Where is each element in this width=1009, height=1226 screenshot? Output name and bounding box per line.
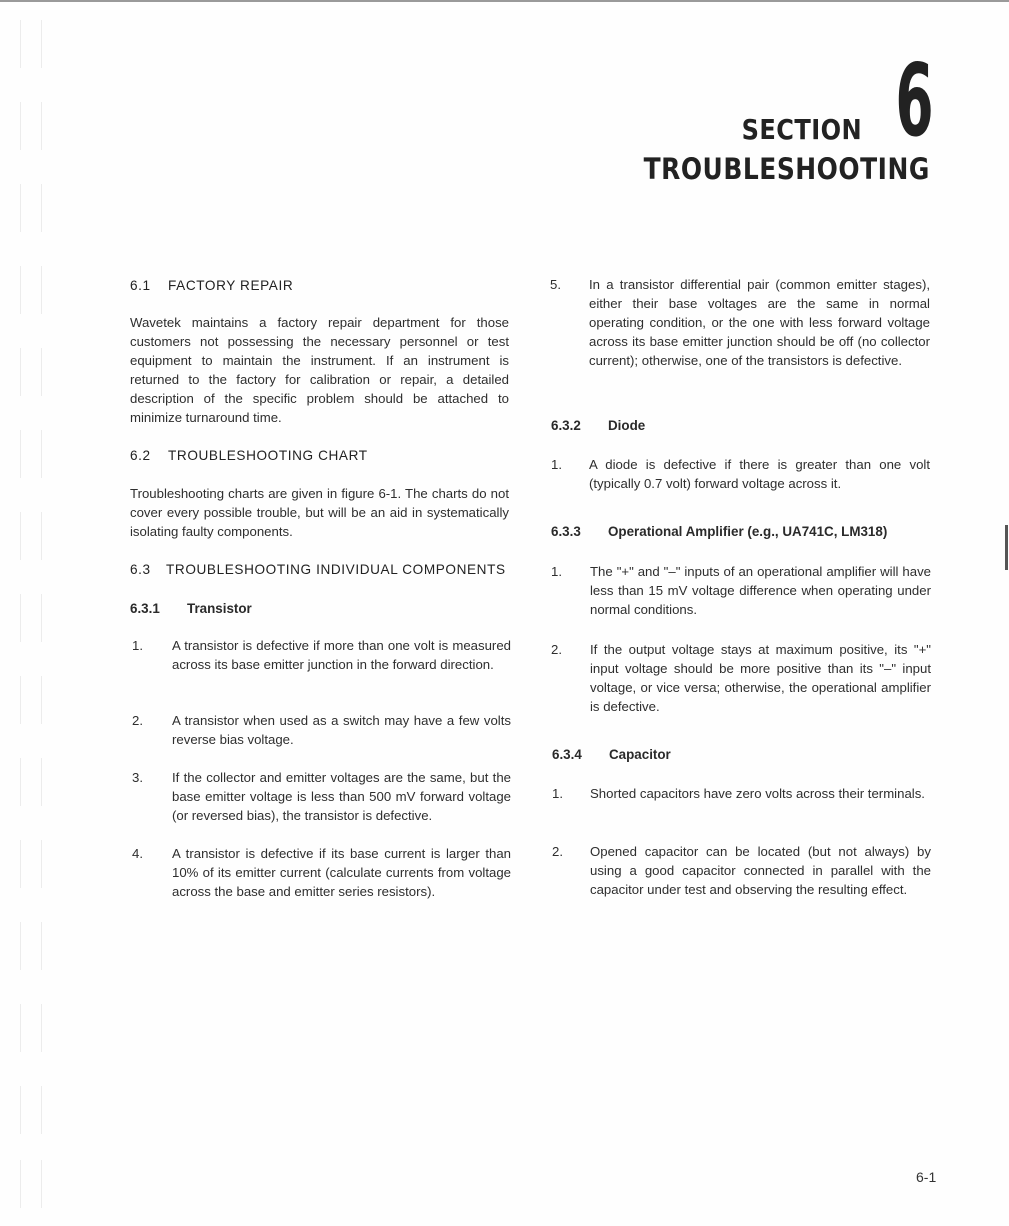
item-number: 1. <box>551 564 562 579</box>
paragraph-factory-repair: Wavetek maintains a factory repair department for those customers not possessing the necessary personnel or test equipment to maintain the instrument. If an instrument is returned to the factory for calibration or repair, a detailed description of the specific problem should be attached to minimize turnaround time. <box>130 315 509 425</box>
heading-number: 6.2 <box>130 448 151 463</box>
binding-hole <box>20 594 42 642</box>
item-text: The "+" and "–" inputs of an operational amplifier will have less than 15 mV voltage difference when operating under normal conditions. <box>590 564 931 617</box>
section-label: SECTION <box>741 113 863 146</box>
subheading-text: Diode <box>608 418 646 433</box>
paragraph-troubleshooting-chart: Troubleshooting charts are given in figure 6-1. The charts do not cover every possible trouble, but will be an aid in systematically isolating faulty components. <box>130 486 509 539</box>
item-number: 3. <box>132 770 143 785</box>
item-text: A transistor is defective if its base current is larger than 10% of its emitter current (calculate currents from voltage across the base and emitter series resistors). <box>172 846 511 899</box>
left-column <box>130 0 510 1226</box>
section-number: 6 <box>895 42 934 159</box>
item-text: Shorted capacitors have zero volts across their terminals. <box>590 786 925 801</box>
binding-hole <box>20 840 42 888</box>
right-column <box>550 0 931 1226</box>
heading-number: 6.1 <box>130 278 151 293</box>
binding-hole <box>20 1004 42 1052</box>
binding-hole <box>20 676 42 724</box>
item-text: A transistor is defective if more than one volt is measured across its base emitter junction in the forward direction. <box>172 638 511 672</box>
heading-number: 6.3 <box>130 562 151 577</box>
item-text: A diode is defective if there is greater than one volt (typically 0.7 volt) forward voltage across it. <box>589 457 930 491</box>
heading-6-3 <box>130 560 506 579</box>
subheading-number: 6.3.2 <box>551 418 581 433</box>
heading-6-2 <box>130 446 368 465</box>
binding-hole <box>20 266 42 314</box>
heading-text: FACTORY REPAIR <box>168 278 294 293</box>
binding-hole <box>20 348 42 396</box>
item-text: If the output voltage stays at maximum positive, its "+" input voltage should be more positive than its "–" input voltage, or vice versa; otherwise, the operational amplifier is defective. <box>590 642 931 714</box>
subheading-text: Capacitor <box>609 747 671 762</box>
section-title: TROUBLESHOOTING <box>643 152 930 186</box>
subheading-number: 6.3.4 <box>552 747 582 762</box>
item-number: 1. <box>552 786 563 801</box>
binding-hole <box>20 922 42 970</box>
binding-hole <box>20 1086 42 1134</box>
subheading-6-3-3 <box>551 522 887 541</box>
binding-hole <box>20 102 42 150</box>
subheading-text: Operational Amplifier (e.g., UA741C, LM318) <box>608 524 888 539</box>
binding-hole <box>20 20 42 68</box>
subheading-6-3-1 <box>130 599 252 618</box>
subheading-6-3-2 <box>551 416 645 435</box>
binding-hole <box>20 758 42 806</box>
item-number: 1. <box>132 638 143 653</box>
binding-hole <box>20 512 42 560</box>
heading-text: TROUBLESHOOTING INDIVIDUAL COMPONENTS <box>166 562 506 577</box>
item-number: 5. <box>550 277 561 292</box>
item-number: 4. <box>132 846 143 861</box>
page-edge-mark <box>1005 525 1008 570</box>
item-number: 2. <box>132 713 143 728</box>
item-text: If the collector and emitter voltages are the same, but the base emitter voltage is less than 500 mV forward voltage (or reversed bias), the transistor is defective. <box>172 770 511 823</box>
subheading-number: 6.3.3 <box>551 524 581 539</box>
heading-text: TROUBLESHOOTING CHART <box>168 448 368 463</box>
binding-hole <box>20 184 42 232</box>
subheading-6-3-4 <box>552 745 671 764</box>
binding-hole <box>20 430 42 478</box>
page-number: 6-1 <box>916 1169 937 1185</box>
item-number: 2. <box>552 844 563 859</box>
binding-holes <box>18 20 44 1210</box>
heading-6-1 <box>130 276 293 295</box>
subheading-number: 6.3.1 <box>130 601 160 616</box>
item-text: A transistor when used as a switch may have a few volts reverse bias voltage. <box>172 713 511 747</box>
subheading-text: Transistor <box>187 601 252 616</box>
item-number: 1. <box>551 457 562 472</box>
item-text: Opened capacitor can be located (but not always) by using a good capacitor connected in parallel with the capacitor under test and observing the resulting effect. <box>590 844 931 897</box>
item-number: 2. <box>551 642 562 657</box>
item-text: In a transistor differential pair (common emitter stages), either their base voltages are the same in normal operating condition, or the one with less forward voltage across its base emitter junction should be off (no collector current); otherwise, one of the transistors is defective. <box>589 277 930 368</box>
binding-hole <box>20 1160 42 1208</box>
